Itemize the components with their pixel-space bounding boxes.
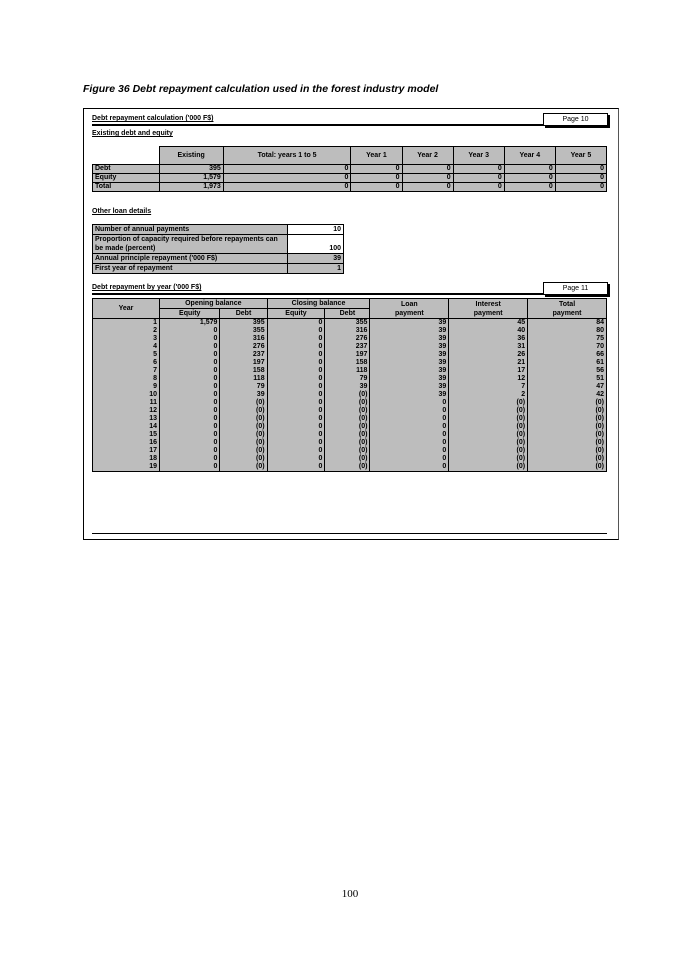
table-cell: 10: [93, 391, 160, 399]
table-cell: (0): [325, 463, 370, 472]
table-cell: 42: [528, 391, 607, 399]
table-cell: 17: [93, 447, 160, 455]
table-cell: 3: [93, 335, 160, 343]
column-subheader: Equity: [267, 309, 325, 319]
table-cell: 17: [449, 367, 528, 375]
figure-title: Figure 36 Debt repayment calculation used in the forest industry model: [83, 83, 439, 95]
table-header-row: [93, 299, 607, 309]
table-cell: 39: [370, 391, 449, 399]
table-cell: (0): [449, 463, 528, 472]
table-cell: (0): [528, 447, 607, 455]
row-value: 39: [288, 254, 344, 264]
table-cell: 0: [370, 431, 449, 439]
column-header: Year 5: [555, 147, 606, 165]
table-cell: 39: [370, 383, 449, 391]
table-cell: 316: [220, 335, 267, 343]
table-cell: 158: [220, 367, 267, 375]
row-label: Proportion of capacity required before repayments can be made (percent): [93, 235, 288, 254]
table-cell: (0): [325, 447, 370, 455]
table-cell: 13: [93, 415, 160, 423]
table-cell: 21: [449, 359, 528, 367]
table-cell: (0): [449, 399, 528, 407]
table-cell: 6: [93, 359, 160, 367]
table-cell: 0: [223, 174, 351, 183]
row-label: Annual principle repayment ('000 F$): [93, 254, 288, 264]
table-cell: (0): [220, 463, 267, 472]
table-cell: 0: [267, 327, 325, 335]
table-cell: 8: [93, 375, 160, 383]
table-cell: 39: [370, 351, 449, 359]
table-cell: (0): [220, 415, 267, 423]
table-cell: 39: [220, 391, 267, 399]
table-cell: 0: [267, 399, 325, 407]
table-cell: 39: [370, 375, 449, 383]
table-cell: 2: [449, 391, 528, 399]
table-cell: 14: [93, 423, 160, 431]
table-cell: 0: [160, 335, 220, 343]
table-row: [93, 343, 607, 351]
table-cell: (0): [325, 431, 370, 439]
table-row: [93, 264, 344, 274]
table-cell: 39: [370, 327, 449, 335]
table-cell: 0: [160, 415, 220, 423]
table-cell: (0): [220, 455, 267, 463]
table-cell: 0: [267, 415, 325, 423]
table-cell: 7: [449, 383, 528, 391]
table-cell: 0: [370, 407, 449, 415]
table-cell: (0): [325, 415, 370, 423]
column-header: Closing balance: [267, 299, 370, 309]
column-subheader: Debt: [325, 309, 370, 319]
table-header-row: [93, 147, 607, 165]
table-cell: 0: [160, 375, 220, 383]
repayment-by-year-table: [92, 298, 607, 472]
table-cell: 66: [528, 351, 607, 359]
row-value: 10: [288, 225, 344, 235]
table-row: [93, 383, 607, 391]
table-row: [93, 351, 607, 359]
table-cell: 79: [325, 375, 370, 383]
table-cell: 0: [160, 455, 220, 463]
row-label: Number of annual payments: [93, 225, 288, 235]
table-cell: (0): [449, 431, 528, 439]
row-label: First year of repayment: [93, 264, 288, 274]
table-cell: 0: [267, 367, 325, 375]
table-cell: 0: [402, 165, 453, 174]
table-cell: 0: [267, 319, 325, 328]
table-cell: 56: [528, 367, 607, 375]
table-cell: 0: [160, 399, 220, 407]
table-cell: 0: [370, 423, 449, 431]
table-cell: 12: [449, 375, 528, 383]
table-cell: (0): [528, 455, 607, 463]
table-cell: 39: [370, 367, 449, 375]
existing-debt-table: [92, 146, 607, 192]
table-cell: 39: [370, 359, 449, 367]
table-cell: (0): [325, 455, 370, 463]
table-cell: 0: [555, 183, 606, 192]
table-cell: 118: [325, 367, 370, 375]
table-cell: 0: [267, 343, 325, 351]
table-cell: 12: [93, 407, 160, 415]
row-value: 100: [288, 235, 344, 254]
column-subheader: Equity: [160, 309, 220, 319]
section3-title: Debt repayment by year ('000 F$): [92, 284, 202, 291]
header-text: Interest payment: [473, 300, 503, 317]
table-cell: 0: [267, 359, 325, 367]
table-row: [93, 455, 607, 463]
table-cell: 0: [160, 383, 220, 391]
table-cell: (0): [449, 415, 528, 423]
column-header: [528, 299, 607, 319]
table-cell: (0): [528, 415, 607, 423]
table-cell: 0: [267, 431, 325, 439]
table-row: [93, 183, 607, 192]
table-cell: 0: [370, 415, 449, 423]
table-cell: (0): [528, 431, 607, 439]
table-cell: 18: [93, 455, 160, 463]
table-cell: (0): [449, 439, 528, 447]
table-cell: 0: [267, 383, 325, 391]
table-cell: 45: [449, 319, 528, 328]
table-cell: (0): [449, 423, 528, 431]
table-row: [93, 335, 607, 343]
row-label: Debt: [93, 165, 160, 174]
table-cell: 4: [93, 343, 160, 351]
column-header: Opening balance: [160, 299, 268, 309]
table-cell: 0: [160, 447, 220, 455]
table-cell: 39: [370, 319, 449, 328]
page-box: Page 10: [543, 113, 608, 126]
loan-details-table: [92, 224, 344, 274]
table-cell: 0: [267, 375, 325, 383]
table-cell: 0: [267, 455, 325, 463]
column-subheader: Debt: [220, 309, 267, 319]
table-cell: 355: [325, 319, 370, 328]
column-header: Year: [93, 299, 160, 319]
table-cell: 197: [220, 359, 267, 367]
table-cell: 237: [325, 343, 370, 351]
table-row: [93, 423, 607, 431]
table-cell: (0): [325, 439, 370, 447]
table-cell: (0): [220, 399, 267, 407]
table-cell: 0: [267, 407, 325, 415]
table-cell: 0: [351, 165, 402, 174]
table-cell: 1,579: [160, 319, 220, 328]
table-cell: 0: [223, 165, 351, 174]
table-cell: 0: [160, 463, 220, 472]
table-cell: 276: [325, 335, 370, 343]
table-cell: 5: [93, 351, 160, 359]
table-cell: 0: [370, 463, 449, 472]
column-header: Year 1: [351, 147, 402, 165]
table-cell: (0): [325, 391, 370, 399]
table-cell: 39: [370, 335, 449, 343]
table-cell: 0: [555, 165, 606, 174]
table-cell: 39: [370, 343, 449, 351]
table-cell: (0): [325, 399, 370, 407]
table-cell: (0): [220, 423, 267, 431]
table-row: [93, 367, 607, 375]
table-cell: 158: [325, 359, 370, 367]
table-cell: 70: [528, 343, 607, 351]
table-cell: 0: [160, 327, 220, 335]
table-cell: 0: [160, 431, 220, 439]
row-label: Total: [93, 183, 160, 192]
table-cell: 0: [351, 183, 402, 192]
table-cell: 7: [93, 367, 160, 375]
table-cell: 0: [267, 335, 325, 343]
header-text: Total payment: [552, 300, 582, 317]
page-number: 100: [341, 888, 359, 900]
table-cell: (0): [325, 423, 370, 431]
column-header: Total: years 1 to 5: [223, 147, 351, 165]
table-cell: 0: [160, 351, 220, 359]
page-box: Page 11: [543, 282, 608, 295]
table-row: [93, 415, 607, 423]
table-cell: 0: [160, 391, 220, 399]
table-cell: (0): [449, 455, 528, 463]
table-cell: 80: [528, 327, 607, 335]
table-row: [93, 254, 344, 264]
table-cell: 40: [449, 327, 528, 335]
table-cell: 0: [370, 439, 449, 447]
table-cell: 2: [93, 327, 160, 335]
table-cell: 0: [267, 351, 325, 359]
section-divider: [92, 293, 607, 295]
table-cell: 0: [370, 447, 449, 455]
table-cell: 47: [528, 383, 607, 391]
sheet-bottom-line: [92, 533, 607, 534]
table-cell: 0: [160, 407, 220, 415]
table-cell: 0: [504, 183, 555, 192]
table-row: [93, 174, 607, 183]
table-cell: 395: [220, 319, 267, 328]
table-cell: 19: [93, 463, 160, 472]
table-cell: 395: [159, 165, 223, 174]
table-cell: 26: [449, 351, 528, 359]
table-cell: 0: [453, 165, 504, 174]
table-cell: 61: [528, 359, 607, 367]
table-row: [93, 391, 607, 399]
table-row: [93, 463, 607, 472]
column-header: Year 2: [402, 147, 453, 165]
table-cell: 276: [220, 343, 267, 351]
table-row: [93, 359, 607, 367]
table-cell: (0): [220, 407, 267, 415]
table-cell: 0: [267, 439, 325, 447]
table-cell: 316: [325, 327, 370, 335]
table-row: [93, 447, 607, 455]
column-header: Year 4: [504, 147, 555, 165]
table-cell: 0: [160, 367, 220, 375]
table-cell: 39: [325, 383, 370, 391]
section-divider: [92, 124, 607, 126]
table-cell: 1,973: [159, 183, 223, 192]
table-cell: (0): [528, 399, 607, 407]
table-cell: 0: [160, 439, 220, 447]
table-cell: 36: [449, 335, 528, 343]
table-cell: 75: [528, 335, 607, 343]
table-cell: 0: [370, 399, 449, 407]
table-cell: (0): [325, 407, 370, 415]
table-row: [93, 375, 607, 383]
table-cell: (0): [449, 407, 528, 415]
table-row: [93, 431, 607, 439]
table-row: [93, 439, 607, 447]
table-cell: 0: [453, 174, 504, 183]
table-cell: 0: [160, 423, 220, 431]
table-cell: (0): [528, 439, 607, 447]
table-cell: 0: [160, 343, 220, 351]
table-cell: 0: [402, 183, 453, 192]
table-row: [93, 165, 607, 174]
table-cell: 1,579: [159, 174, 223, 183]
column-header: [370, 299, 449, 319]
header-text: Loan payment: [394, 300, 424, 317]
table-cell: 0: [267, 423, 325, 431]
table-cell: 0: [453, 183, 504, 192]
table-row: [93, 399, 607, 407]
table-cell: (0): [449, 447, 528, 455]
table-cell: 79: [220, 383, 267, 391]
table-cell: 197: [325, 351, 370, 359]
blank-corner: [93, 147, 160, 165]
table-cell: 0: [370, 455, 449, 463]
section2-title: Other loan details: [92, 208, 152, 215]
table-cell: (0): [220, 439, 267, 447]
table-cell: 118: [220, 375, 267, 383]
table-row: [93, 407, 607, 415]
row-value: 1: [288, 264, 344, 274]
table-cell: 11: [93, 399, 160, 407]
table-cell: 0: [267, 463, 325, 472]
table-cell: 1: [93, 319, 160, 328]
table-row: [93, 327, 607, 335]
table-cell: 0: [504, 165, 555, 174]
table-cell: 237: [220, 351, 267, 359]
table-cell: 15: [93, 431, 160, 439]
table-row: [93, 225, 344, 235]
table-cell: 355: [220, 327, 267, 335]
row-label: Equity: [93, 174, 160, 183]
table-cell: (0): [528, 407, 607, 415]
table-row: [93, 319, 607, 328]
table-cell: 31: [449, 343, 528, 351]
table-cell: (0): [528, 423, 607, 431]
table-cell: 0: [504, 174, 555, 183]
section1-subtitle: Existing debt and equity: [92, 130, 173, 137]
table-cell: 0: [223, 183, 351, 192]
table-cell: 0: [555, 174, 606, 183]
table-cell: 0: [267, 447, 325, 455]
table-cell: 16: [93, 439, 160, 447]
table-cell: 0: [267, 391, 325, 399]
table-cell: 9: [93, 383, 160, 391]
table-cell: 0: [160, 359, 220, 367]
table-cell: 0: [402, 174, 453, 183]
table-row: [93, 235, 344, 254]
table-cell: (0): [220, 447, 267, 455]
column-header: [449, 299, 528, 319]
column-header: Year 3: [453, 147, 504, 165]
section1-title: Debt repayment calculation ('000 F$): [92, 115, 214, 122]
column-header: Existing: [159, 147, 223, 165]
table-cell: 0: [351, 174, 402, 183]
table-cell: 84: [528, 319, 607, 328]
table-cell: (0): [528, 463, 607, 472]
table-cell: 51: [528, 375, 607, 383]
table-cell: (0): [220, 431, 267, 439]
